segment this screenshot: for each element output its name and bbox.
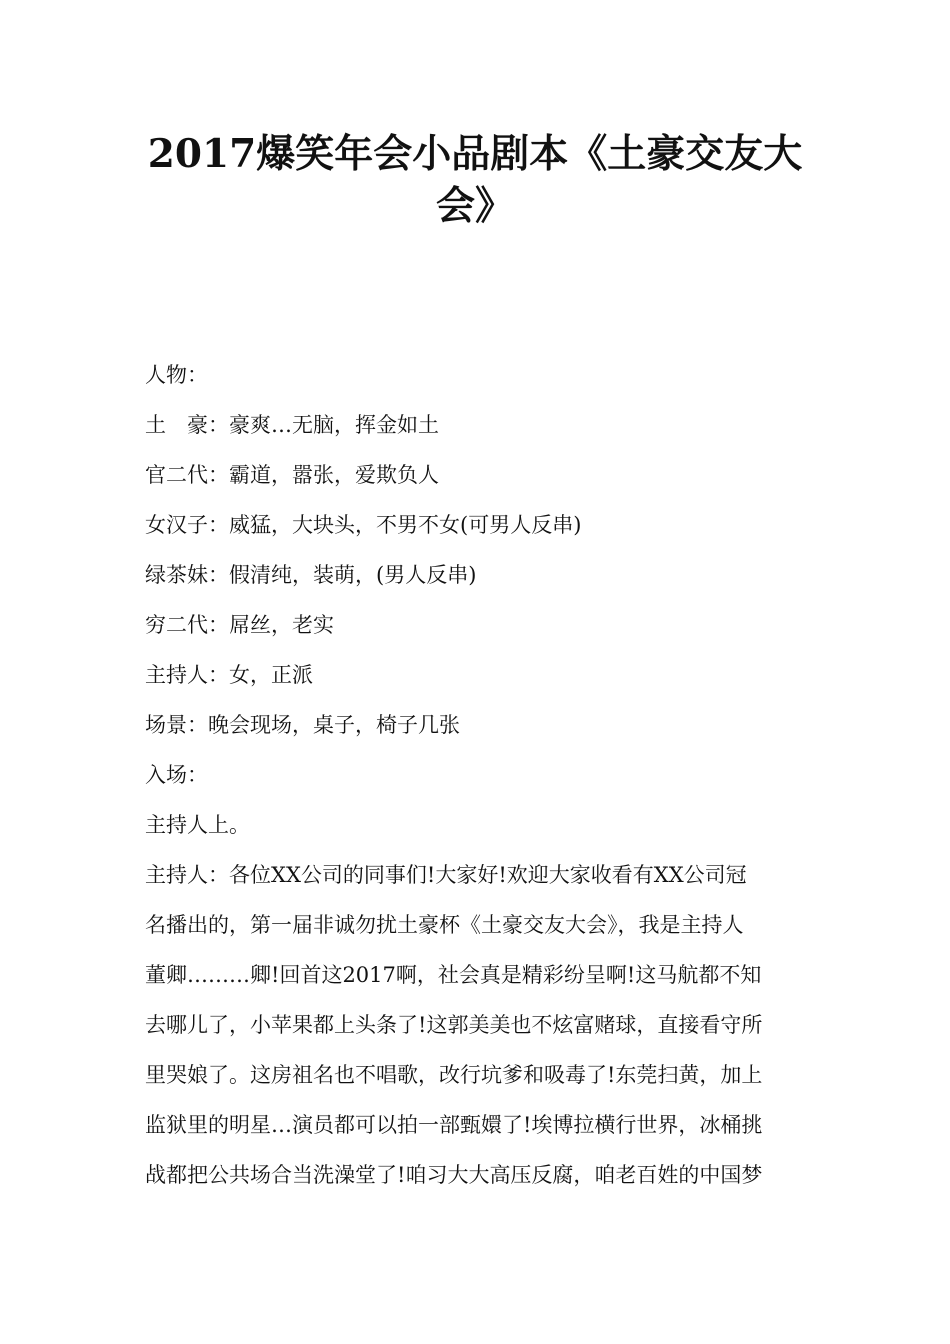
character-tuhao: 土 豪：豪爽…无脑，挥金如土 — [145, 413, 439, 437]
host-speech-paragraph — [145, 860, 805, 1210]
host-enters-line: 主持人上。 — [145, 813, 250, 837]
document-body — [145, 360, 805, 1210]
character-lvchamei: 绿茶妹：假清纯，装萌，(男人反串) — [145, 563, 477, 587]
character-nvhanzi: 女汉子：威猛，大块头，不男不女(可男人反串) — [145, 513, 582, 537]
title-line-2: 会》 — [435, 183, 514, 229]
entrance-heading: 入场： — [145, 763, 208, 787]
document-title — [100, 128, 850, 232]
title-line-1: 2017爆笑年会小品剧本《土豪交友大 — [147, 131, 803, 177]
character-qiongerdai: 穷二代：屌丝，老实 — [145, 613, 334, 637]
paragraph-row: 监狱里的明星…演员都可以拍一部甄嬛了!埃博拉横行世界，冰桶挑 — [145, 1113, 763, 1137]
paragraph-row: 战都把公共场合当洗澡堂了!咱习大大高压反腐，咱老百姓的中国梦 — [145, 1163, 763, 1187]
characters-heading: 人物： — [145, 363, 208, 387]
paragraph-row: 里哭娘了。这房祖名也不唱歌，改行坑爹和吸毒了!东莞扫黄，加上 — [145, 1063, 763, 1087]
paragraph-row: 名播出的，第一届非诚勿扰土豪杯《土豪交友大会》，我是主持人 — [145, 913, 744, 937]
paragraph-row: 去哪儿了，小苹果都上头条了!这郭美美也不炫富赌球，直接看守所 — [145, 1013, 763, 1037]
paragraph-row: 主持人：各位XX公司的同事们!大家好!欢迎大家收看有XX公司冠 — [145, 863, 747, 887]
paragraph-row: 董卿………卿!回首这2017啊，社会真是精彩纷呈啊!这马航都不知 — [145, 963, 762, 987]
character-guanerdai: 官二代：霸道，嚣张，爱欺负人 — [145, 463, 439, 487]
character-host: 主持人：女，正派 — [145, 663, 313, 687]
scene-line: 场景：晚会现场，桌子，椅子几张 — [145, 713, 460, 737]
